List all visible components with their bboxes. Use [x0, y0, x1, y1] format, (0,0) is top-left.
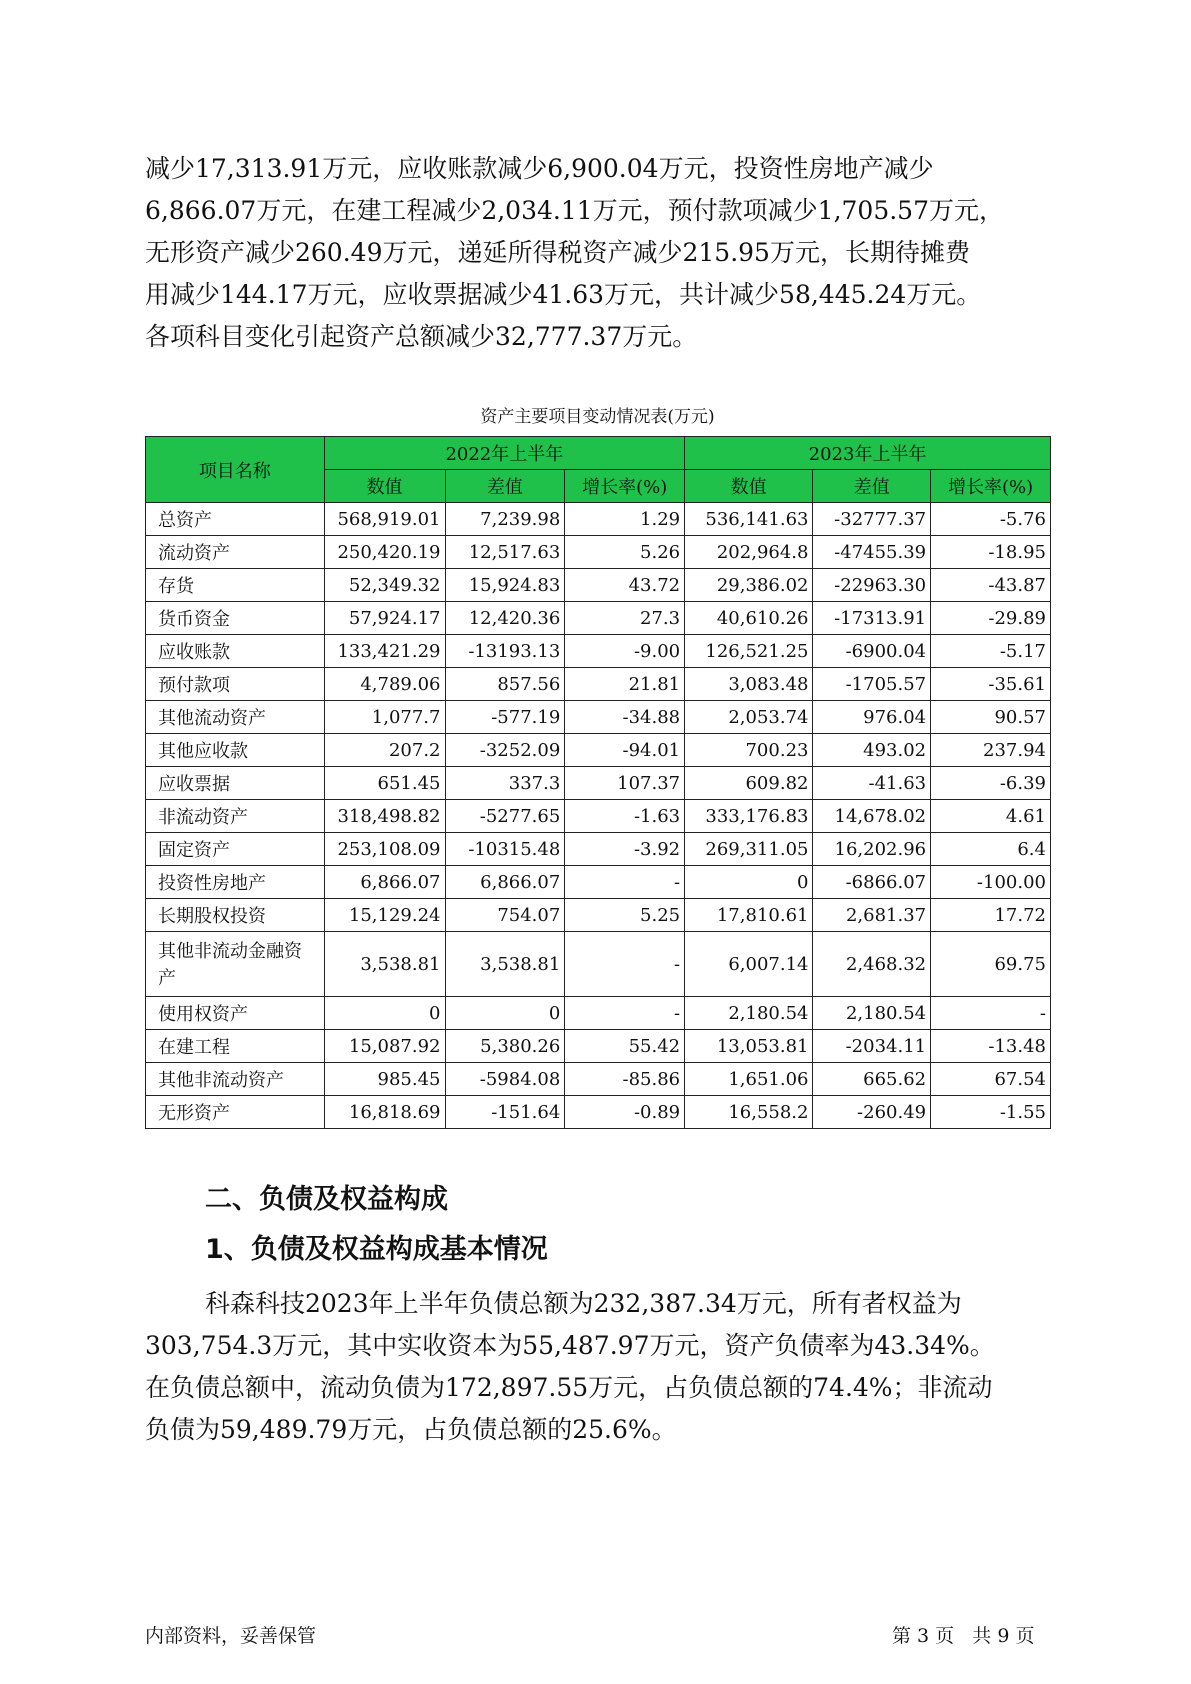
table-cell: 107.37 [565, 767, 685, 800]
section-heading: 二、负债及权益构成 [205, 1184, 448, 1215]
table-cell: 13,053.81 [685, 1030, 813, 1063]
table-cell: -32777.37 [813, 503, 931, 536]
table-cell: 67.54 [931, 1063, 1051, 1096]
table-cell: 2,180.54 [685, 997, 813, 1030]
paragraph-line: 负债为59,489.79万元，占负债总额的25.6%。 [145, 1415, 677, 1444]
row-label: 其他应收款 [146, 734, 325, 767]
table-cell: 985.45 [324, 1063, 445, 1096]
table-cell: -43.87 [931, 569, 1051, 602]
table-cell: -10315.48 [445, 833, 565, 866]
table-cell: 5.26 [565, 536, 685, 569]
paragraph-line: 用减少144.17万元，应收票据减少41.63万元，共计减少58,445.24万元。 [145, 280, 982, 309]
table-cell: -47455.39 [813, 536, 931, 569]
paragraph-line: 在负债总额中，流动负债为172,897.55万元，占负债总额的74.4%；非流动 [145, 1373, 993, 1402]
table-cell: 15,924.83 [445, 569, 565, 602]
table-cell: -5277.65 [445, 800, 565, 833]
table-cell: 609.82 [685, 767, 813, 800]
table-cell: 12,420.36 [445, 602, 565, 635]
row-label: 货币资金 [146, 602, 325, 635]
header-value-2022: 数值 [324, 470, 445, 503]
table-cell: 55.42 [565, 1030, 685, 1063]
table-cell: 52,349.32 [324, 569, 445, 602]
table-cell: 6,866.07 [324, 866, 445, 899]
row-label: 其他流动资产 [146, 701, 325, 734]
footer-page-number: 第 3 页 共 9 页 [892, 1625, 1035, 1647]
table-cell: 3,538.81 [445, 932, 565, 997]
table-cell: -5.17 [931, 635, 1051, 668]
table-cell: -1705.57 [813, 668, 931, 701]
table-cell: -29.89 [931, 602, 1051, 635]
table-cell: -3.92 [565, 833, 685, 866]
table-cell: 15,087.92 [324, 1030, 445, 1063]
table-cell: 253,108.09 [324, 833, 445, 866]
paragraph-line: 6,866.07万元，在建工程减少2,034.11万元，预付款项减少1,705.57万元， [145, 196, 1004, 225]
table-row [146, 899, 1051, 932]
header-growth-2023: 增长率(%) [931, 470, 1051, 503]
table-cell: 29,386.02 [685, 569, 813, 602]
table-row [146, 932, 1051, 997]
table-row [146, 833, 1051, 866]
table-cell: 43.72 [565, 569, 685, 602]
table-cell: 857.56 [445, 668, 565, 701]
header-value-2023: 数值 [685, 470, 813, 503]
table-row [146, 1096, 1051, 1129]
row-label: 应收账款 [146, 635, 325, 668]
table-cell: 976.04 [813, 701, 931, 734]
row-label: 投资性房地产 [146, 866, 325, 899]
table-cell: -5984.08 [445, 1063, 565, 1096]
table-row [146, 997, 1051, 1030]
table-cell: 16,202.96 [813, 833, 931, 866]
table-cell: 207.2 [324, 734, 445, 767]
table-cell: 237.94 [931, 734, 1051, 767]
table-cell: 568,919.01 [324, 503, 445, 536]
table-cell: -22963.30 [813, 569, 931, 602]
table-cell: 337.3 [445, 767, 565, 800]
paragraph-line: 303,754.3万元，其中实收资本为55,487.97万元，资产负债率为43.34%。 [145, 1331, 995, 1360]
table-cell: -9.00 [565, 635, 685, 668]
subsection-heading: 1、负债及权益构成基本情况 [205, 1234, 548, 1265]
table-cell: -3252.09 [445, 734, 565, 767]
table-cell: 126,521.25 [685, 635, 813, 668]
table-cell: 12,517.63 [445, 536, 565, 569]
table-cell: 15,129.24 [324, 899, 445, 932]
table-cell: -1.55 [931, 1096, 1051, 1129]
table-cell: 5,380.26 [445, 1030, 565, 1063]
table-cell: 6,007.14 [685, 932, 813, 997]
table-cell: -94.01 [565, 734, 685, 767]
table-cell: 493.02 [813, 734, 931, 767]
table-cell: 21.81 [565, 668, 685, 701]
table-row [146, 1030, 1051, 1063]
table-cell: -1.63 [565, 800, 685, 833]
paragraph-line: 各项科目变化引起资产总额减少32,777.37万元。 [145, 322, 698, 351]
table-cell: -6900.04 [813, 635, 931, 668]
table-cell: 5.25 [565, 899, 685, 932]
table-cell: 665.62 [813, 1063, 931, 1096]
table-cell: 3,538.81 [324, 932, 445, 997]
table-cell: 27.3 [565, 602, 685, 635]
table-cell: 250,420.19 [324, 536, 445, 569]
table-cell: 17,810.61 [685, 899, 813, 932]
table-caption: 资产主要项目变动情况表(万元) [480, 407, 715, 427]
table-cell: 3,083.48 [685, 668, 813, 701]
table-row [146, 536, 1051, 569]
table-cell: 16,818.69 [324, 1096, 445, 1129]
footer-left: 内部资料，妥善保管 [145, 1625, 317, 1647]
table-cell: -17313.91 [813, 602, 931, 635]
row-label: 其他非流动金融资产 [146, 932, 325, 997]
table-cell: -5.76 [931, 503, 1051, 536]
table-row [146, 635, 1051, 668]
table-cell: 17.72 [931, 899, 1051, 932]
table-cell: -18.95 [931, 536, 1051, 569]
header-diff-2022: 差值 [445, 470, 565, 503]
table-cell: 0 [685, 866, 813, 899]
table-cell: -151.64 [445, 1096, 565, 1129]
header-group-2022: 2022年上半年 [324, 437, 684, 470]
table-cell: 1,077.7 [324, 701, 445, 734]
table-cell: 6.4 [931, 833, 1051, 866]
row-label: 无形资产 [146, 1096, 325, 1129]
paragraph-line: 无形资产减少260.49万元，递延所得税资产减少215.95万元，长期待摊费 [145, 238, 970, 267]
table-cell: 4,789.06 [324, 668, 445, 701]
table-cell: -2034.11 [813, 1030, 931, 1063]
table-cell: 4.61 [931, 800, 1051, 833]
table-cell: -13.48 [931, 1030, 1051, 1063]
table-cell: 202,964.8 [685, 536, 813, 569]
row-label: 应收票据 [146, 767, 325, 800]
table-cell: 2,180.54 [813, 997, 931, 1030]
table-cell: 2,053.74 [685, 701, 813, 734]
asset-change-table [145, 436, 1051, 1129]
row-label: 固定资产 [146, 833, 325, 866]
table-cell: -35.61 [931, 668, 1051, 701]
paragraph-line: 科森科技2023年上半年负债总额为232,387.34万元，所有者权益为 [205, 1289, 962, 1318]
row-label: 预付款项 [146, 668, 325, 701]
table-row [146, 701, 1051, 734]
table-cell: 2,681.37 [813, 899, 931, 932]
table-row [146, 668, 1051, 701]
table-row [146, 734, 1051, 767]
liability-paragraph [145, 1283, 1050, 1451]
table-cell: 0 [324, 997, 445, 1030]
table-row [146, 800, 1051, 833]
table-cell: 69.75 [931, 932, 1051, 997]
table-cell: 14,678.02 [813, 800, 931, 833]
table-cell: 2,468.32 [813, 932, 931, 997]
table-cell: -0.89 [565, 1096, 685, 1129]
row-label: 存货 [146, 569, 325, 602]
table-cell: -260.49 [813, 1096, 931, 1129]
table-row [146, 569, 1051, 602]
table-cell: - [565, 866, 685, 899]
header-item-name: 项目名称 [146, 437, 325, 503]
table-cell: -100.00 [931, 866, 1051, 899]
table-row [146, 1063, 1051, 1096]
header-diff-2023: 差值 [813, 470, 931, 503]
table-cell: 1.29 [565, 503, 685, 536]
table-cell: -6.39 [931, 767, 1051, 800]
table-cell: 133,421.29 [324, 635, 445, 668]
row-label: 长期股权投资 [146, 899, 325, 932]
row-label: 在建工程 [146, 1030, 325, 1063]
table-cell: 0 [445, 997, 565, 1030]
table-cell: 90.57 [931, 701, 1051, 734]
paragraph-line: 减少17,313.91万元，应收账款减少6,900.04万元，投资性房地产减少 [145, 154, 934, 183]
table-cell: 40,610.26 [685, 602, 813, 635]
table-row [146, 866, 1051, 899]
row-label: 总资产 [146, 503, 325, 536]
table-cell: 651.45 [324, 767, 445, 800]
row-label: 流动资产 [146, 536, 325, 569]
header-group-2023: 2023年上半年 [685, 437, 1051, 470]
header-growth-2022: 增长率(%) [565, 470, 685, 503]
table-body [146, 503, 1051, 1129]
table-cell: - [565, 932, 685, 997]
table-cell: 7,239.98 [445, 503, 565, 536]
intro-paragraph [145, 148, 1050, 358]
table-cell: 1,651.06 [685, 1063, 813, 1096]
row-label: 非流动资产 [146, 800, 325, 833]
table-cell: 700.23 [685, 734, 813, 767]
table-row [146, 503, 1051, 536]
row-label: 其他非流动资产 [146, 1063, 325, 1096]
table-cell: -85.86 [565, 1063, 685, 1096]
table-row [146, 767, 1051, 800]
table-cell: 269,311.05 [685, 833, 813, 866]
table-cell: 333,176.83 [685, 800, 813, 833]
table-row [146, 602, 1051, 635]
table-cell: -13193.13 [445, 635, 565, 668]
table-cell: -577.19 [445, 701, 565, 734]
table-cell: -41.63 [813, 767, 931, 800]
table-cell: - [931, 997, 1051, 1030]
table-cell: 318,498.82 [324, 800, 445, 833]
table-cell: 57,924.17 [324, 602, 445, 635]
table-cell: 536,141.63 [685, 503, 813, 536]
table-cell: -34.88 [565, 701, 685, 734]
row-label: 使用权资产 [146, 997, 325, 1030]
table-cell: 6,866.07 [445, 866, 565, 899]
table-cell: 754.07 [445, 899, 565, 932]
table-cell: - [565, 997, 685, 1030]
table-cell: -6866.07 [813, 866, 931, 899]
table-cell: 16,558.2 [685, 1096, 813, 1129]
